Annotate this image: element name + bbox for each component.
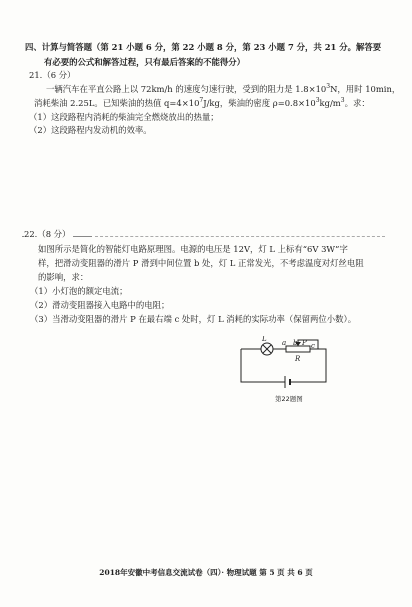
q21-body-line2: 消耗柴油 2.25L。已知柴油的热值 $q=4\times 10^7J/kg$，柴油的密度 $\rho=0.8\times 10^3kg/m^3$。求： [34,97,370,108]
label-c: c [311,342,315,350]
q22-part1: （1）小灯泡的额定电流； [30,286,128,296]
circuit-wire-right [293,349,326,382]
q22-body-line3: 的影响，求： [38,272,89,282]
section-heading-line1: 四、计算与简答题（第 21 小题 6 分，第 22 小题 8 分，第 23 小题 7 分，共 21 分。解答要 [25,42,382,52]
page-footer: 2018年安徽中考信息交流试卷（四）· 物理试题 第 5 页 共 6 页 [99,568,313,577]
q21-body-line1: 一辆汽车在平直公路上以 72km/h 的速度匀速行驶，受到的阻力是 $1.8\times 10^3N$，用时 10min， [46,83,401,94]
figure-caption: 第22题图 [275,395,303,403]
q22-body-line1: 如图所示是简化的智能灯电路原理图。电源的电压是 12V，灯 L 上标有“6V 3W”字 [38,244,348,254]
section-heading-line2: 有必要的公式和解答过程，只有最后答案的不能得分） [44,57,245,67]
label-P: P [302,339,307,347]
q22-part2: （2）滑动变阻器接入电路中的电阻； [30,300,170,310]
q22-header: 22.（8 分） [24,229,73,240]
label-b: b [293,339,298,347]
label-L: L [262,336,267,343]
q22-body-line2: 样，把滑动变阻器的滑片 P 滑到中间位置 b 处，灯 L 正常发光，不考虑温度对灯丝电阻 [38,258,364,268]
q21-part1: （1）这段路程内消耗的柴油完全燃烧放出的热量； [29,112,219,122]
circuit-diagram [238,336,338,394]
circuit-wire-left-bottom [241,349,283,382]
label-a: a [282,339,287,347]
q21-header: 21.（6 分） [29,70,76,80]
q21-part2: （2）这段路程内发动机的效率。 [29,125,152,135]
label-R: R [295,355,301,363]
rheostat-slider-wire [298,340,318,349]
q22-rule-right [95,236,385,237]
q22-part3: （3）当滑动变阻器的滑片 P 在最右端 c 处时，灯 L 消耗的实际功率（保留两位小数）。 [30,314,357,324]
